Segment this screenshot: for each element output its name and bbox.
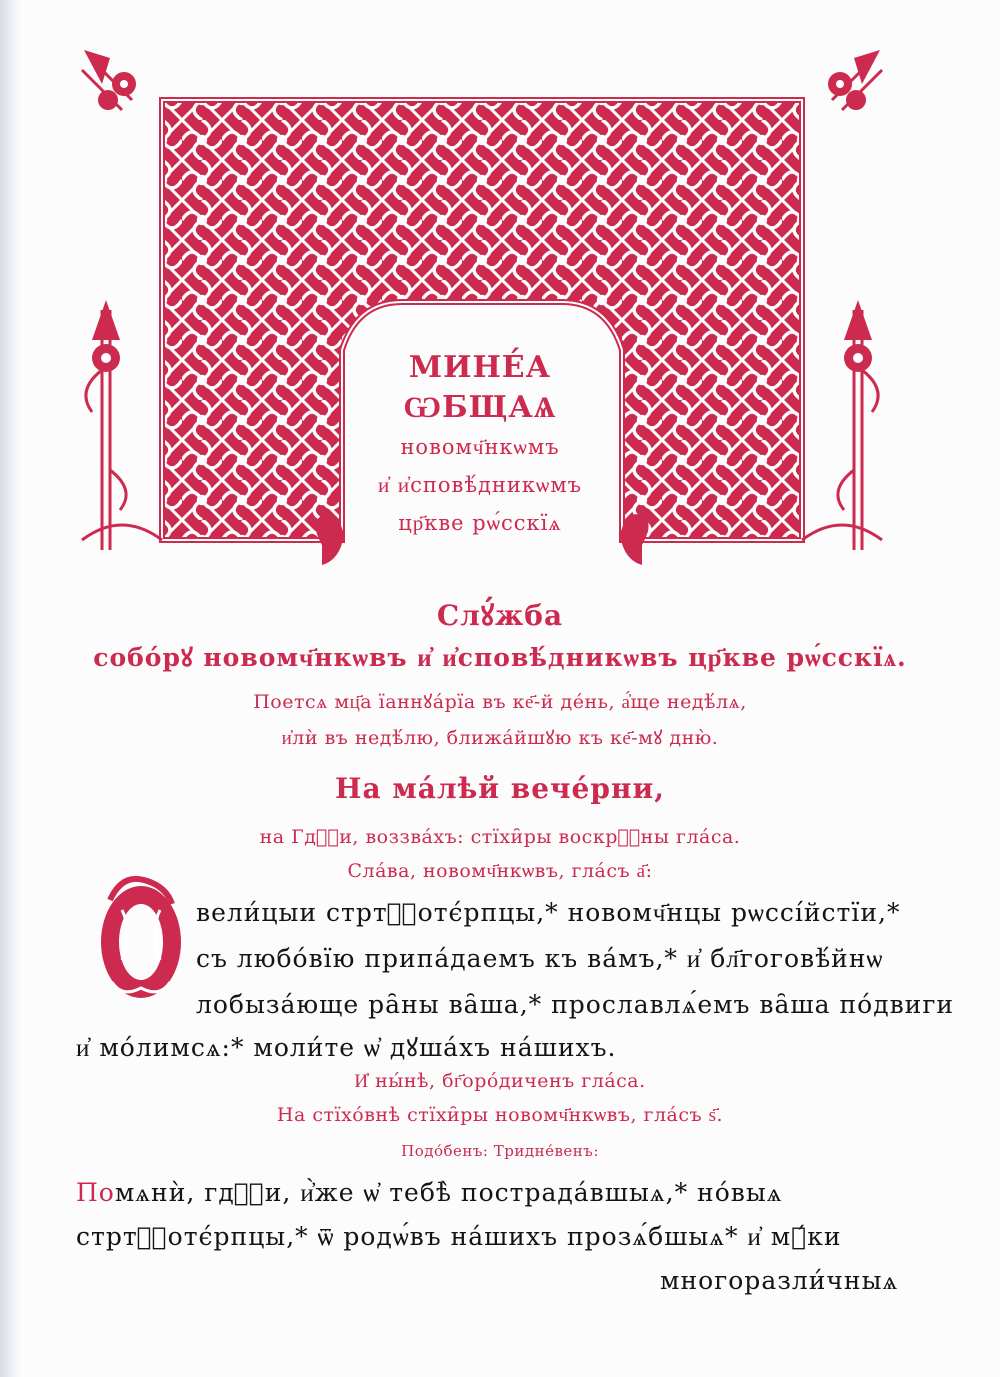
hymn-first-letter: По <box>76 1178 115 1207</box>
verse-line-2: съ любо́вїю припа́даемъ къ ва́мъ,* и҆ бл҃гоговѣ́йнѡ <box>196 944 884 973</box>
page-edge-shadow <box>0 0 22 1377</box>
rubric-line-1: Поетсѧ мц҃а їаннꙋа́рїа въ ке҃-й де́нь, а҆́ще недѣ́лѧ, <box>253 691 747 713</box>
hymn-line-2: стртⷭ҇отє́рпцы,* ѿ родѡ́въ на́шихъ прозѧ́бшыѧ* и҆ мꙋ́ки <box>76 1222 842 1251</box>
podoben-rubric: Подо́бенъ: Тридне́венъ: <box>401 1142 599 1160</box>
theotokion-rubric: И҆ ны́нѣ, бг҃оро́диченъ гла́са. <box>354 1070 646 1092</box>
ornament-title-block <box>330 348 630 542</box>
hymn-line-1-text: мѧнѝ, гдⷭ҇и, и҆̀же ѡ҆ тебѣ̀ пострада́вшыѧ,* но́выѧ <box>114 1178 783 1207</box>
decorated-dropcap <box>92 870 190 1006</box>
book-subtitle-line-1: новомч҃нкѡмъ <box>400 435 560 459</box>
book-subtitle-line-3: цр҃кве рѡ́сскїѧ <box>398 511 562 535</box>
service-subject: собо́рꙋ новомч҃нкѡвъ и҆ и҆сповѣ́дникѡвъ цр҃кве рѡ́сскїѧ. <box>93 643 907 672</box>
hymn-line-3: многоразли́чныѧ <box>660 1266 899 1295</box>
verse-line-4: и҆ мо́лимсѧ:* моли́те ѡ҆ дꙋша́хъ на́шихъ. <box>76 1033 617 1062</box>
service-heading: Слꙋ́жба <box>436 599 564 632</box>
verse-line-3: лобыза́юще ра̑ны ва̑ша,* прославлѧ́емъ ва̑ша по́двиги <box>196 990 955 1019</box>
book-subtitle-line-2: и҆ и҆сповѣ́дникѡмъ <box>377 473 583 497</box>
rubric-line-2: и҆лѝ въ недѣ́лю, ближа́йшꙋю къ ке҃-мꙋ дню̀. <box>281 727 719 749</box>
verse-line-1: вели́цыи стртⷭ҇отє́рпцы,* новомч҃нцы рѡссі́йстїи,* <box>196 898 901 927</box>
aposticha-rubric: На стїхо́внѣ стїхи̑ры новомч҃нкѡвъ, гла́съ ѕ҃. <box>276 1104 724 1126</box>
hymn-line-1 <box>76 1178 782 1208</box>
vespers-rubric-1: на Гдⷭ҇и, воззва́хъ: стїхи̑ры воскрⷭ҇ны гла́са. <box>259 826 741 848</box>
book-title: МИНЕ́А ѠБЩАѦ <box>403 350 557 425</box>
vespers-title: На ма́лѣй вече́рни, <box>335 772 665 805</box>
vespers-rubric-2: Сла́ва, новомч҃нкѡвъ, гла́съ а҃: <box>347 860 653 882</box>
